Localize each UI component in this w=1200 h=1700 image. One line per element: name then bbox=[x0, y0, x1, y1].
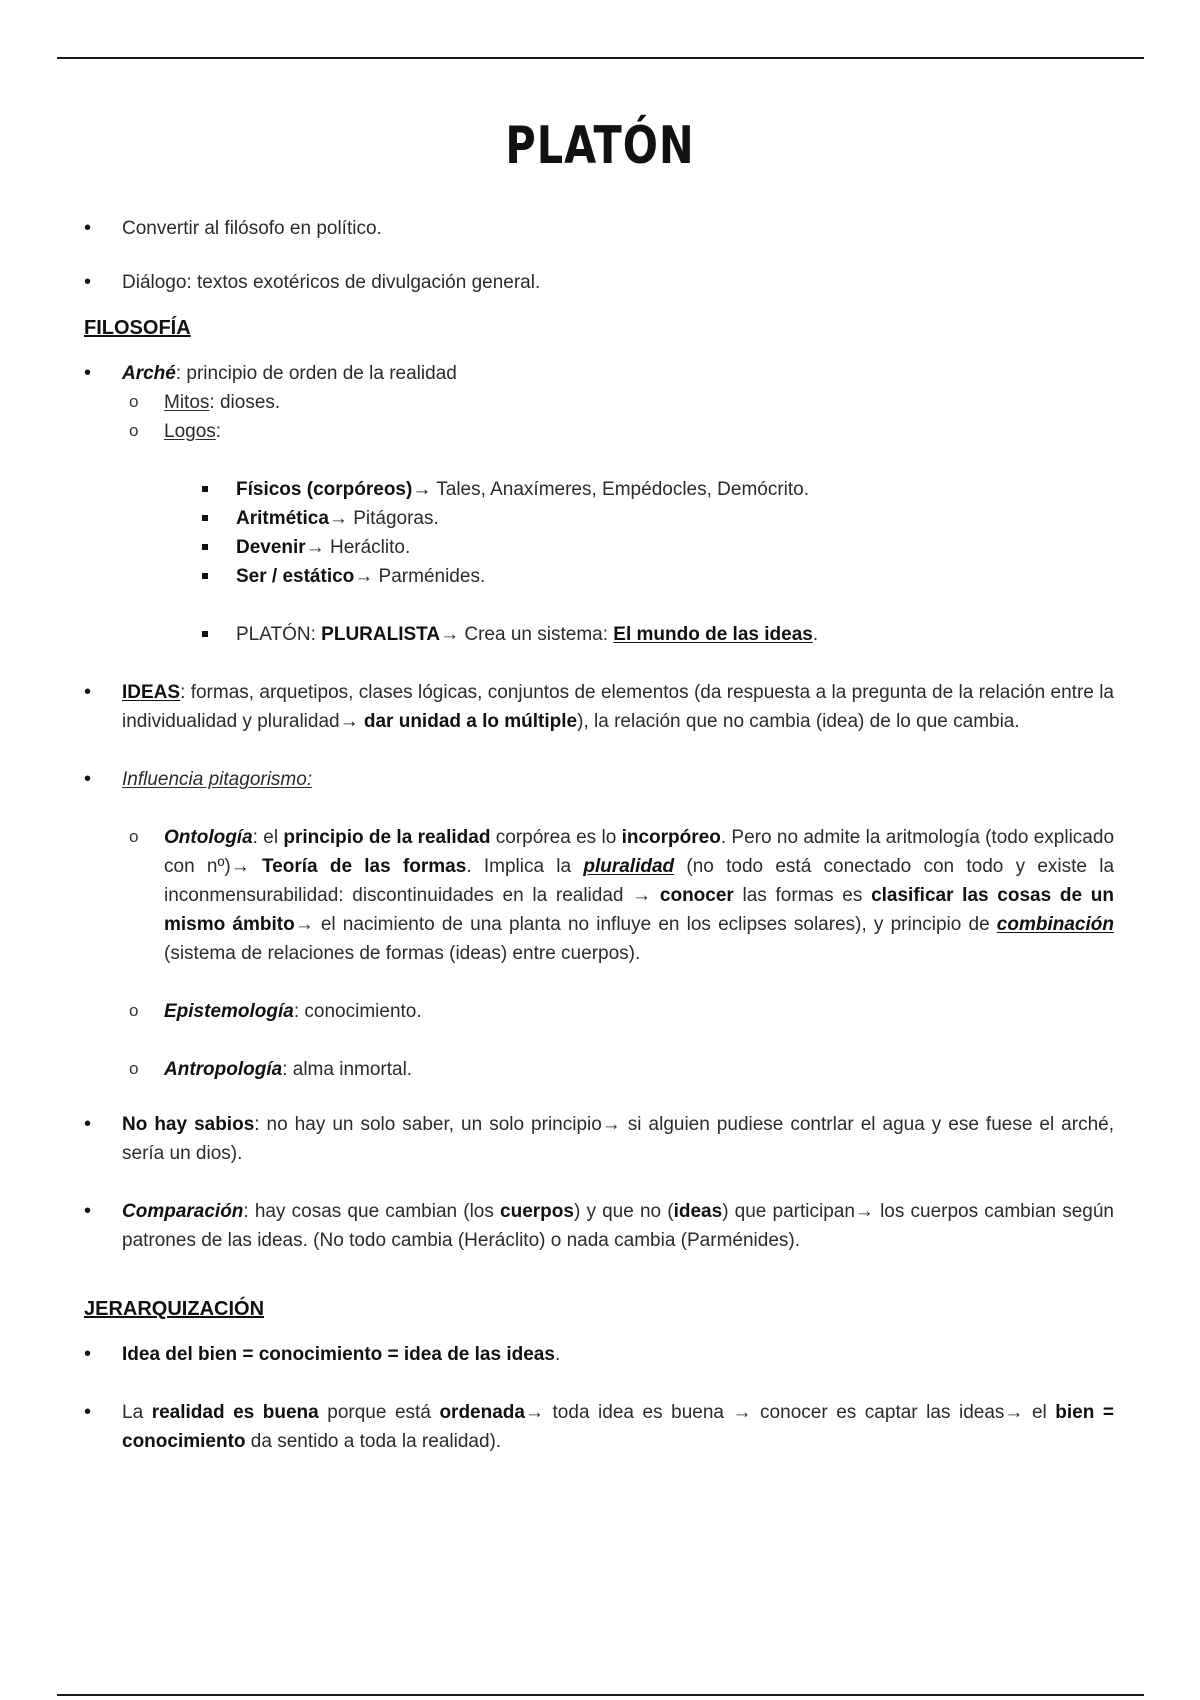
logos-item-aritmetica: Aritmética→ Pitágoras. bbox=[84, 504, 1114, 533]
document-body bbox=[84, 214, 1114, 1456]
influencia-item: • Influencia pitagorismo: bbox=[84, 765, 1114, 794]
page-title: PLATÓN bbox=[505, 114, 695, 176]
logos-item-fisicos: Físicos (corpóreos)→ Tales, Anaxímeres, Empédocles, Demócrito. bbox=[84, 475, 1114, 504]
ontologia-item: o Ontología: el principio de la realidad corpórea es lo incorpóreo. Pero no admite la aritmología (todo explicado con nº)→ Teoría de las formas. Implica la pluralidad (no todo está conectado con todo y existe la inconmensurabilidad: discontinuidades en la realidad → conocer las formas es clasificar las cosas de un mismo ámbito→ el nacimiento de una planta no influye en los eclipses solares), y principio de combinación (sistema de relaciones de formas (ideas) entre cuerpos). bbox=[84, 823, 1114, 968]
realidad-item: • La realidad es buena porque está ordenada→ toda idea es buena → conocer es captar las ideas→ el bien = conocimiento da sentido a toda la realidad). bbox=[84, 1398, 1114, 1456]
top-rule bbox=[57, 57, 1144, 59]
sabios-item: • No hay sabios: no hay un solo saber, un solo principio→ si alguien pudiese contrlar el agua y ese fuese el arché, sería un dios). bbox=[84, 1110, 1114, 1168]
logos-item-ser: Ser / estático→ Parménides. bbox=[84, 562, 1114, 591]
section-heading-filosofia: FILOSOFÍA bbox=[84, 317, 191, 339]
mitos-item: o Mitos: dioses. bbox=[84, 388, 1114, 417]
ideas-item: • IDEAS: formas, arquetipos, clases lógicas, conjuntos de elementos (da respuesta a la pregunta de la relación entre la individualidad y pluralidad→ dar unidad a lo múltiple), la relación que no cambia (idea) de lo que cambia. bbox=[84, 678, 1114, 736]
mundo-ideas-link: El mundo de las ideas bbox=[613, 624, 813, 645]
arche-item: • Arché: principio de orden de la realidad bbox=[84, 359, 1114, 388]
intro-item-1: • Convertir al filósofo en político. bbox=[84, 214, 1114, 243]
bottom-rule bbox=[57, 1694, 1144, 1696]
epistemologia-item: o Epistemología: conocimiento. bbox=[84, 997, 1114, 1026]
logos-item: o Logos: bbox=[84, 417, 1114, 446]
platon-item: PLATÓN: PLURALISTA→ Crea un sistema: El mundo de las ideas. bbox=[84, 620, 1114, 649]
comparacion-item: • Comparación: hay cosas que cambian (los cuerpos) y que no (ideas) que participan→ los cuerpos cambian según patrones de las ideas. (No todo cambia (Heráclito) o nada cambia (Parménides). bbox=[84, 1197, 1114, 1255]
logos-item-devenir: Devenir→ Heráclito. bbox=[84, 533, 1114, 562]
antropologia-item: o Antropología: alma inmortal. bbox=[84, 1055, 1114, 1084]
bien-item: • Idea del bien = conocimiento = idea de las ideas. bbox=[84, 1340, 1114, 1369]
section-heading-jerarquizacion: JERARQUIZACIÓN bbox=[84, 1298, 265, 1320]
intro-item-2: • Diálogo: textos exotéricos de divulgación general. bbox=[84, 268, 1114, 297]
